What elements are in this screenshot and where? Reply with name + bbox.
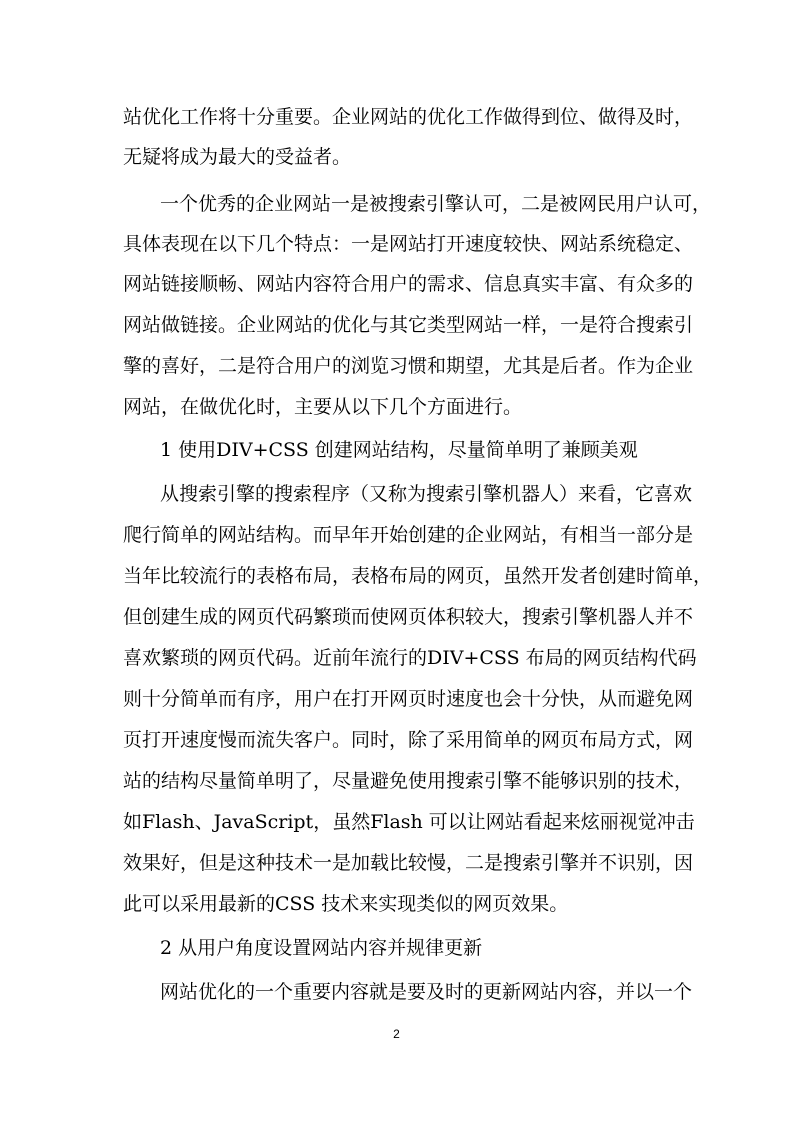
- text-line-19: 效果好，但是这种技术一是加载比较慢，二是搜索引擎并不识别，因: [123, 852, 694, 874]
- text-line-12: 当年比较流行的表格布局，表格布局的网页，虽然开发者创建时简单，: [123, 565, 713, 587]
- section-heading-1: 1 使用DIV+CSS 创建网站结构，尽量简单明了兼顾美观: [160, 439, 638, 461]
- text-line-22: 网站优化的一个重要内容就是要及时的更新网站内容，并以一个: [160, 981, 693, 1003]
- page-number: 2: [393, 1027, 400, 1041]
- text-line-5: 网站链接顺畅、网站内容符合用户的需求、信息真实丰富、有众多的: [123, 273, 694, 295]
- text-line-2: 无疑将成为最大的受益者。: [123, 146, 352, 168]
- text-line-11: 爬行简单的网站结构。而早年开始创建的企业网站，有相当一部分是: [123, 524, 694, 546]
- text-line-10: 从搜索引擎的搜索程序（又称为搜索引擎机器人）来看，它喜欢: [160, 483, 693, 505]
- text-line-8: 网站，在做优化时，主要从以下几个方面进行。: [123, 396, 523, 418]
- text-line-7: 擎的喜好，二是符合用户的浏览习惯和期望，尤其是后者。作为企业: [123, 355, 694, 377]
- text-line-17: 站的结构尽量简单明了，尽量避免使用搜索引擎不能够识别的技术，: [123, 770, 694, 792]
- text-line-3: 一个优秀的企业网站一是被搜索引擎认可，二是被网民用户认可，: [160, 193, 712, 215]
- text-line-1: 站优化工作将十分重要。企业网站的优化工作做得到位、做得及时，: [123, 106, 694, 128]
- text-line-15: 则十分简单而有序，用户在打开网页时速度也会十分快，从而避免网: [123, 688, 694, 710]
- text-line-14: 喜欢繁琐的网页代码。近前年流行的DIV+CSS 布局的网页结构代码: [123, 647, 697, 669]
- text-line-20: 此可以采用最新的CSS 技术来实现类似的网页效果。: [123, 893, 569, 915]
- text-line-16: 页打开速度慢而流失客户。同时，除了采用简单的网页布局方式，网: [123, 729, 694, 751]
- text-line-13: 但创建生成的网页代码繁琐而使网页体积较大，搜索引擎机器人并不: [123, 606, 694, 628]
- text-line-18: 如Flash、JavaScript，虽然Flash 可以让网站看起来炫丽视觉冲击: [123, 811, 695, 833]
- text-line-4: 具体表现在以下几个特点：一是网站打开速度较快、网站系统稳定、: [123, 233, 694, 255]
- text-line-6: 网站做链接。企业网站的优化与其它类型网站一样，一是符合搜索引: [123, 314, 694, 336]
- section-heading-2: 2 从用户角度设置网站内容并规律更新: [160, 937, 483, 959]
